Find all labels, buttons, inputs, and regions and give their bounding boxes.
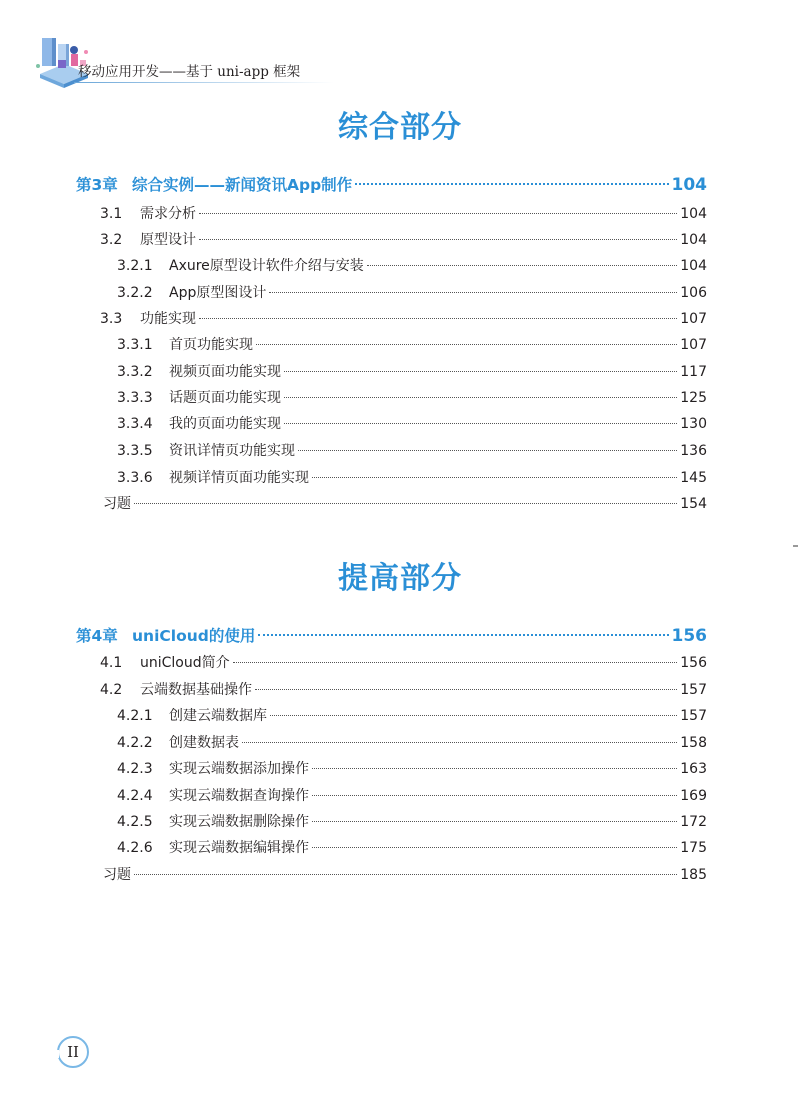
toc-chapter-4[interactable] — [76, 624, 707, 644]
dot-leader — [312, 820, 677, 822]
chapter-title: 综合实例——新闻资讯App制作 — [132, 176, 353, 194]
dot-leader — [284, 422, 677, 424]
toc-entry[interactable] — [100, 652, 707, 672]
entry-title: 话题页面功能实现 — [169, 390, 281, 406]
entry-title: 需求分析 — [140, 206, 196, 222]
dot-leader — [284, 370, 677, 372]
toc-entry[interactable] — [117, 255, 707, 275]
entry-title: uniCloud简介 — [140, 655, 230, 671]
entry-number: 4.2.1 — [117, 708, 153, 724]
section-heading-advanced: 提高部分 — [338, 561, 462, 596]
dot-leader — [199, 317, 677, 319]
entry-number: 4.2.4 — [117, 788, 153, 804]
dot-leader — [134, 873, 677, 875]
entry-number: 4.2.6 — [117, 840, 153, 856]
chapter-number: 第4章 — [76, 627, 118, 645]
toc-entry[interactable] — [117, 467, 707, 487]
entry-number: 3.3.5 — [117, 443, 153, 459]
entry-page: 106 — [680, 285, 707, 301]
entry-page: 136 — [680, 443, 707, 459]
entry-page: 169 — [680, 788, 707, 804]
toc-entry[interactable] — [117, 334, 707, 354]
chapter-number: 第3章 — [76, 176, 118, 194]
entry-number: 3.2.1 — [117, 258, 153, 274]
toc-entry[interactable] — [117, 361, 707, 381]
entry-number: 3.2 — [100, 232, 123, 248]
toc-entry[interactable] — [100, 203, 707, 223]
dot-leader — [255, 688, 677, 690]
toc-entry[interactable] — [100, 229, 707, 249]
dot-leader — [269, 291, 677, 293]
entry-page: 107 — [680, 337, 707, 353]
toc-entry-exercises[interactable] — [103, 493, 707, 513]
toc-entry[interactable] — [117, 387, 707, 407]
toc-entry[interactable] — [117, 413, 707, 433]
entry-number: 3.3.4 — [117, 416, 153, 432]
toc-entry[interactable] — [100, 308, 707, 328]
entry-page: 157 — [680, 708, 707, 724]
entry-page: 158 — [680, 735, 707, 751]
entry-title: 实现云端数据编辑操作 — [169, 840, 309, 856]
entry-title: 资讯详情页功能实现 — [169, 443, 295, 459]
chapter-page: 104 — [671, 175, 707, 195]
dot-leader — [199, 212, 677, 214]
entry-number: 4.2 — [100, 682, 123, 698]
toc-entry[interactable] — [100, 679, 707, 699]
toc-entry[interactable] — [117, 785, 707, 805]
entry-number: 3.3.1 — [117, 337, 153, 353]
entry-number: 4.2.3 — [117, 761, 153, 777]
toc-entry[interactable] — [117, 282, 707, 302]
entry-title: Axure原型设计软件介绍与安装 — [169, 258, 364, 274]
entry-title: 创建数据表 — [169, 735, 239, 751]
entry-page: 117 — [680, 364, 707, 380]
entry-page: 185 — [680, 867, 707, 883]
dot-leader — [256, 343, 677, 345]
entry-number: 3.2.2 — [117, 285, 153, 301]
entry-title: 实现云端数据查询操作 — [169, 788, 309, 804]
chapter-page: 156 — [671, 626, 707, 646]
chapter-title: uniCloud的使用 — [132, 627, 256, 645]
entry-number: 4.2.2 — [117, 735, 153, 751]
header-rule — [74, 82, 334, 83]
entry-title: 功能实现 — [140, 311, 196, 327]
dot-leader — [355, 182, 668, 185]
toc-entry[interactable] — [117, 440, 707, 460]
entry-title: 习题 — [103, 867, 131, 883]
entry-number: 3.3 — [100, 311, 123, 327]
book-title: 移动应用开发——基于 uni-app 框架 — [78, 64, 301, 80]
toc-entry[interactable] — [117, 705, 707, 725]
entry-page: 104 — [680, 258, 707, 274]
toc-entry-exercises[interactable] — [103, 864, 707, 884]
entry-title: 首页功能实现 — [169, 337, 253, 353]
entry-page: 156 — [680, 655, 707, 671]
entry-page: 157 — [680, 682, 707, 698]
entry-title: 实现云端数据添加操作 — [169, 761, 309, 777]
entry-page: 145 — [680, 470, 707, 486]
book-header — [34, 30, 354, 92]
dot-leader — [233, 661, 678, 663]
toc-chapter-3[interactable] — [76, 173, 707, 193]
dot-leader — [270, 714, 677, 716]
toc-entry[interactable] — [117, 758, 707, 778]
margin-mark — [793, 545, 798, 547]
toc-entry[interactable] — [117, 732, 707, 752]
dot-leader — [199, 238, 677, 240]
entry-number: 3.1 — [100, 206, 123, 222]
dot-leader — [367, 264, 677, 266]
dot-leader — [242, 741, 677, 743]
toc-entry[interactable] — [117, 811, 707, 831]
entry-page: 125 — [680, 390, 707, 406]
entry-page: 104 — [680, 206, 707, 222]
entry-title: 习题 — [103, 496, 131, 512]
entry-page: 154 — [680, 496, 707, 512]
entry-title: 云端数据基础操作 — [140, 682, 252, 698]
dot-leader — [312, 794, 677, 796]
entry-page: 104 — [680, 232, 707, 248]
entry-page: 130 — [680, 416, 707, 432]
dot-leader — [298, 449, 677, 451]
entry-title: 原型设计 — [140, 232, 196, 248]
entry-title: 视频详情页面功能实现 — [169, 470, 309, 486]
entry-page: 175 — [680, 840, 707, 856]
toc-entry[interactable] — [117, 837, 707, 857]
page-number: II — [57, 1036, 89, 1068]
section-heading-comprehensive: 综合部分 — [338, 110, 462, 145]
entry-title: App原型图设计 — [169, 285, 267, 301]
entry-number: 4.1 — [100, 655, 123, 671]
dot-leader — [258, 633, 668, 636]
entry-number: 3.3.6 — [117, 470, 153, 486]
entry-page: 163 — [680, 761, 707, 777]
entry-title: 创建云端数据库 — [169, 708, 267, 724]
entry-title: 我的页面功能实现 — [169, 416, 281, 432]
entry-page: 107 — [680, 311, 707, 327]
dot-leader — [134, 502, 677, 504]
dot-leader — [312, 476, 677, 478]
entry-title: 视频页面功能实现 — [169, 364, 281, 380]
entry-number: 3.3.3 — [117, 390, 153, 406]
entry-number: 3.3.2 — [117, 364, 153, 380]
entry-number: 4.2.5 — [117, 814, 153, 830]
dot-leader — [312, 767, 677, 769]
entry-page: 172 — [680, 814, 707, 830]
entry-title: 实现云端数据删除操作 — [169, 814, 309, 830]
dot-leader — [284, 396, 677, 398]
dot-leader — [312, 846, 677, 848]
